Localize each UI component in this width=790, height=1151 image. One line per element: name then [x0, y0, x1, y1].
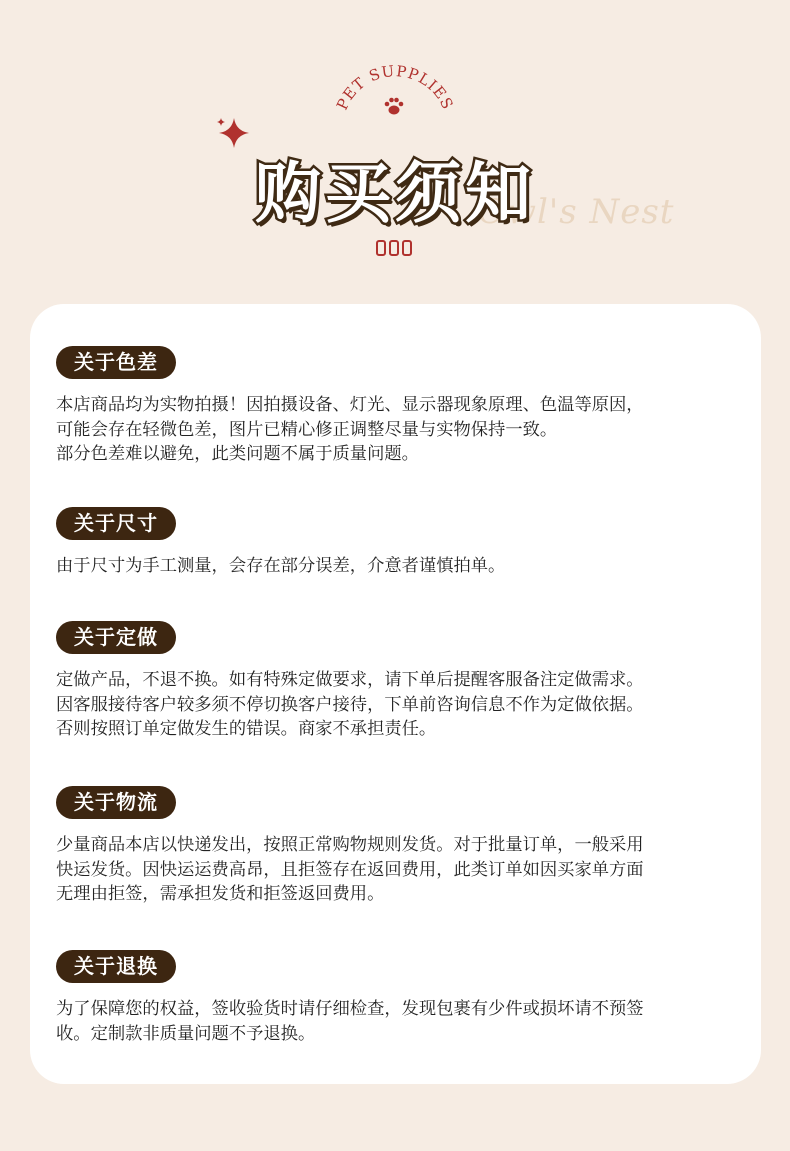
- section-body: 为了保障您的权益，签收验货时请仔细检查，发现包裹有少件或损坏请不预签 收。定制款非质量问题不予退换。: [56, 999, 644, 1044]
- pet-supplies-arc-label: [320, 52, 470, 132]
- brand-watermark: Owl's Nest: [478, 192, 675, 232]
- decorative-marks: [376, 240, 412, 256]
- section-heading: 关于退换: [56, 950, 176, 983]
- mark-shape: [376, 240, 386, 256]
- section-heading: 关于定做: [56, 621, 176, 654]
- section-logistics: [56, 786, 746, 907]
- notice-card: [30, 304, 761, 1084]
- section-color-difference: [56, 346, 746, 467]
- section-body: 本店商品均为实物拍摄！因拍摄设备、灯光、显示器现象原理、色温等原因， 可能会存在轻微色差，图片已精心修正调整尽量与实物保持一致。 部分色差难以避免，此类问题不属于质量问题。: [56, 395, 644, 464]
- page-title: 购买须知: [255, 155, 535, 232]
- section-heading: 关于尺寸: [56, 507, 176, 540]
- page-header: [0, 0, 790, 300]
- section-heading: 关于色差: [56, 346, 176, 379]
- section-heading: 关于物流: [56, 786, 176, 819]
- section-returns: [56, 950, 746, 1046]
- mark-shape: [402, 240, 412, 256]
- svg-text:PET SUPPLIES: PET SUPPLIES: [333, 61, 457, 113]
- section-body: 由于尺寸为手工测量，会存在部分误差，介意者谨慎拍单。: [56, 556, 506, 576]
- paw-icon: [383, 95, 405, 117]
- section-body: 少量商品本店以快递发出，按照正常购物规则发货。对于批量订单，一般采用 快运发货。因快运运费高昂，且拒签存在返回费用，此类订单如因买家单方面 无理由拒签，需承担发货和拒签返回费用。: [56, 835, 644, 904]
- section-size: [56, 507, 746, 579]
- mark-shape: [389, 240, 399, 256]
- section-custom-order: [56, 621, 746, 742]
- section-body: 定做产品，不退不换。如有特殊定做要求，请下单后提醒客服备注定做需求。 因客服接待客户较多须不停切换客户接待，下单前咨询信息不作为定做依据。 否则按照订单定做发生的错误。商家不承担责任。: [56, 670, 644, 739]
